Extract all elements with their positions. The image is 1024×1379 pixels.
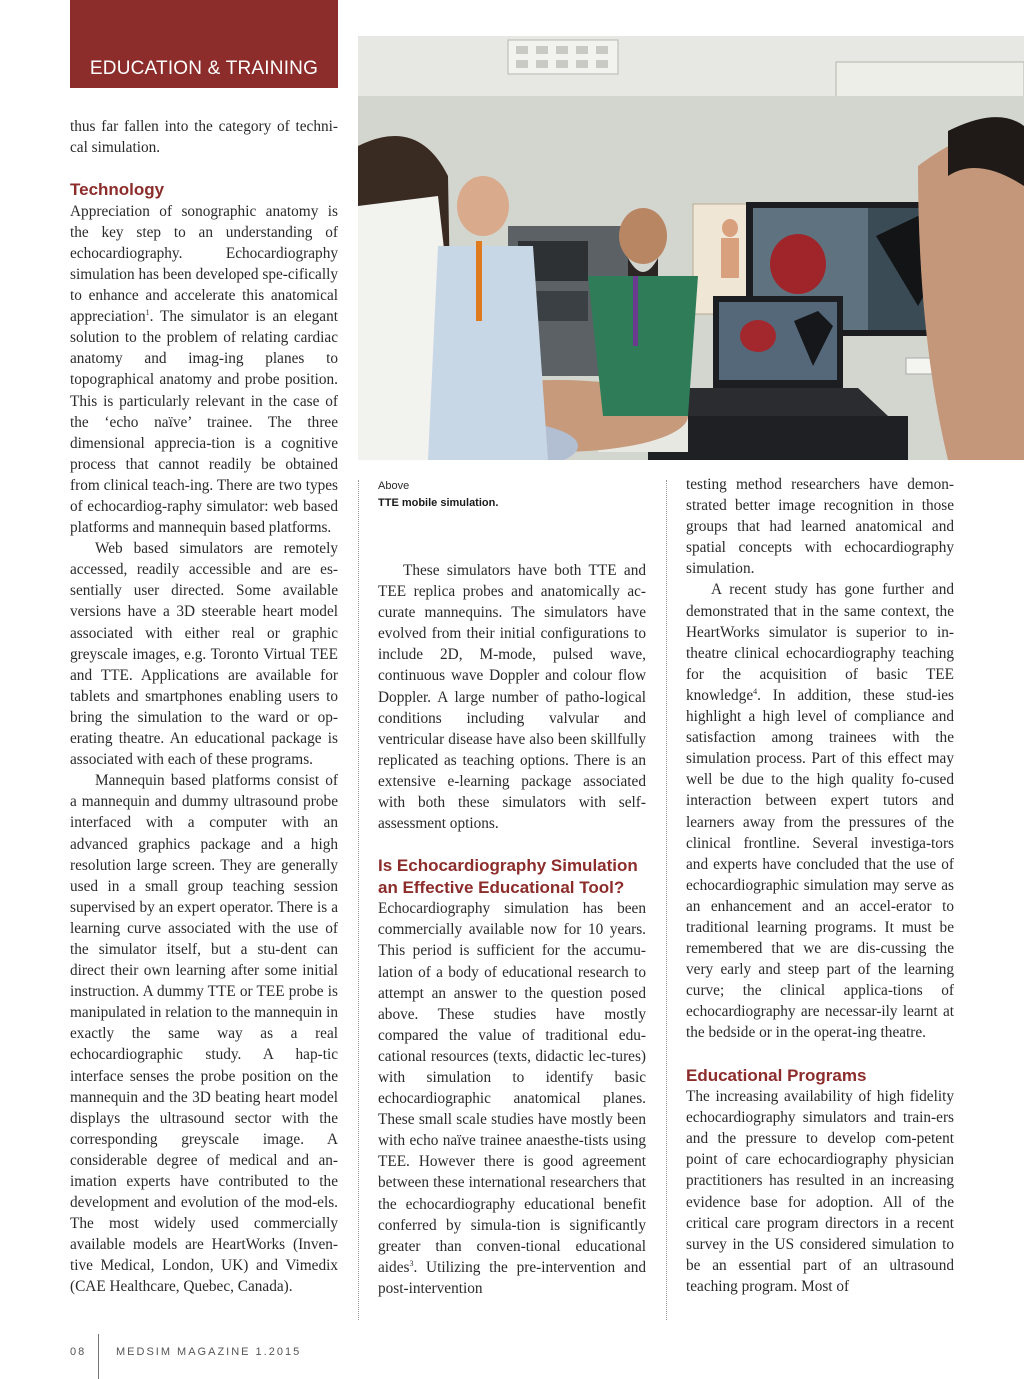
page-number: 08 <box>70 1346 87 1358</box>
text-run: . The simulator is an elegant solution to the problem of relating cardiac anatomy and imag-ing planes to topographical anatomy and probe position. This is particularly relevant in the case of the ‘echo naïve’ trainee. The three dimensional apprecia-tion is a cognitive process that cannot readily be obtained from clinical teach-ing. There are two types of echocardiog-raphy simulator: web based platforms and mannequin based platforms. <box>70 308 338 537</box>
magazine-title: MEDSIM MAGAZINE 1.2015 <box>116 1346 302 1358</box>
paragraph <box>70 201 338 539</box>
caption-text: TTE mobile simulation. <box>378 497 499 509</box>
text-run: Appreciation of sonographic anatomy is the key step to an understanding of echocardiography. Echocardiography simulation has been developed spe-cifically to enhance and accelerate this anatomical appreciation <box>70 202 338 326</box>
paragraph: Web based simulators are remotely accessed, readily accessible and are es-sentially user directed. Some available versions have a 3D steerable heart model associated with either real or graphic greyscale images, e.g. Toronto Virtual TEE and TTE. Applications are available for tablets and smartphones enabling users to bring the simulation to the ward or op-erating theatre. An educational package is associated with each of these programs. <box>70 540 338 769</box>
reference-number: 1 <box>145 308 150 318</box>
text-run: A recent study has gone further and demonstrated that in the same context, the HeartWorks simulator is superior to in-theatre clinical echocardiography teaching for the acquisition of basic TEE knowledge <box>686 581 954 704</box>
paragraph: thus far fallen into the category of techni-cal simulation. <box>70 118 338 157</box>
photo-caption <box>378 478 638 512</box>
section-label: EDUCATION & TRAINING <box>89 58 319 79</box>
text-run: Echocardiography simulation has been commercially available now for 10 years. This period is sufficient for the accumu-lation of a body of educational research to attempt an answer to the question posed above. These studies have mostly compared the value of traditional edu-cational resources (texts, didactic lec-tures) with simulation to identify basic echocardiographic anatomical planes. These small scale studies have mostly been with echo naïve trainee anaesthe-tists using TEE. However there is good agreement between these international researchers that the echocardiography educational benefit conferred by simula-tion is significantly greater than conven-tional educational aides <box>378 900 646 1276</box>
text-run: . In addition, these stud-ies highlight a high level of compliance and satisfaction among trainees with the simulation process. Part of this effect may well be due to the high quality fo-cused interaction between expert tutors and learners away from the pressures of the clinical frontline. Several investiga-tors and experts have concluded that the use of echocardiographic simulation may serve as an enhancement and an accel-erator to traditional learning programs. It must be remembered that we are dis-cussing the very early and steep part of the learning curve; the clinical applica-tions of echocardiography are necessar-ily learnt at the bedside or in the operat-ing theatre. <box>686 686 954 1042</box>
article-photo <box>358 36 1024 460</box>
footer-divider <box>98 1334 99 1379</box>
column-divider <box>666 480 667 1320</box>
paragraph: The increasing availability of high fidelity echocardiography simulators and train-ers and the pressure to develop com-petent point of care echocardiography physician practitioners has resulted in an increasing evidence base for adoption. All of the critical care program directors in a recent survey in the US considered simulation to be an essential part of an ultrasound teaching program. Most of <box>686 1088 954 1295</box>
article-column-1 <box>70 116 338 1298</box>
section-heading-educational-programs: Educational Programs <box>686 1065 867 1085</box>
reference-number: 4 <box>753 686 758 696</box>
simulation-lab-photo <box>358 36 1024 460</box>
paragraph: Mannequin based platforms consist of a mannequin and dummy ultrasound probe interfaced with a computer with an advanced graphics package and a high resolution large screen. They are generally used in a small group teaching session supervised by an expert operator. There is a learning curve associated with the use of the simulator itself, but a stu-dent can direct their own learning after some initial instruction. A dummy TTE or TEE probe is manipulated in relation to the mannequin in exactly the same way as a real echocardiographic study. A hap-tic interface senses the probe position on the mannequin and the 3D beating heart model displays the ultrasound sector with the corresponding greyscale image. A considerable degree of medical and an-imation experts have contributed to the development and evolution of the mod-els. The most widely used commercially available models are HeartWorks (Inven-tive Medical, London, UK) and Vimedix (CAE Healthcare, Quebec, Canada). <box>70 772 338 1296</box>
paragraph <box>378 898 646 1299</box>
caption-label: Above <box>378 480 410 492</box>
article-column-2 <box>378 560 646 1299</box>
paragraph: These simulators have both TTE and TEE replica probes and anatomically ac-curate mannequins. The simulators have evolved from their initial configurations to include 2D, M-mode, pulsed wave, continuous wave Doppler and colour flow Doppler. A large number of patho-logical conditions including valvular and ventricular disease have also been skillfully replicated as teaching options. There is an extensive e-learning package associated with both these simulators with self-assessment options. <box>378 562 646 833</box>
column-divider <box>358 480 359 1320</box>
reference-number: 3 <box>409 1258 414 1268</box>
article-column-3 <box>686 474 954 1297</box>
section-header-tab <box>70 0 338 88</box>
section-heading-effective-tool: Is Echocardiography Simulation an Effective Educational Tool? <box>378 856 638 897</box>
paragraph <box>686 579 954 1043</box>
paragraph: testing method researchers have demon-strated better image recognition in those groups that had learned anatomical and spatial concepts with echocardiography simulation. <box>686 476 954 578</box>
text-run: . Utilizing the pre-intervention and post-intervention <box>378 1258 646 1297</box>
page-footer <box>70 1342 301 1362</box>
section-heading-technology: Technology <box>70 180 165 200</box>
